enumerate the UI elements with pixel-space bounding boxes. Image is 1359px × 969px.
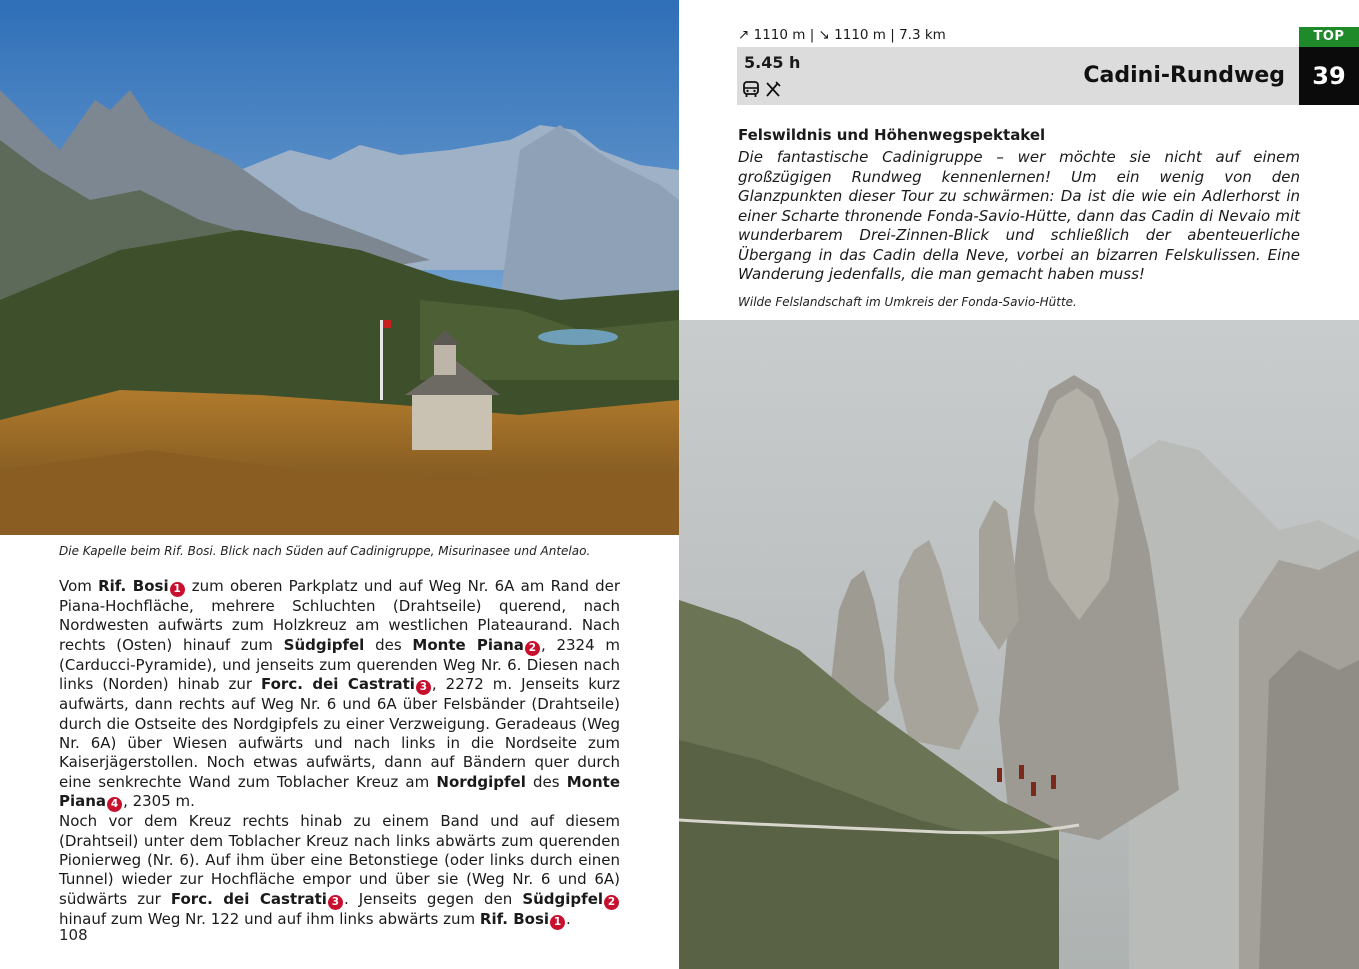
tour-title: Cadini-Rundweg xyxy=(1083,63,1285,88)
top-badge: TOP xyxy=(1299,27,1359,47)
text-run: Noch vor dem Kreuz rechts hinab zu einem Band und auf diesem (Drahtseil) unter dem Toblacher Kreuz nach links abwärts zum querenden Pionierweg (Nr. 6). Auf ihm über eine Betonstiege (oder links durch einen Tunnel) wieder zur Hochfläche empor und über sie (Weg Nr. 6 und 6A) südwärts zur xyxy=(59,812,620,908)
tour-number: 39 xyxy=(1299,47,1359,105)
waypoint-marker: 1 xyxy=(170,582,185,597)
text-run: Vom xyxy=(59,577,99,595)
waypoint-name: Forc. dei Castrati xyxy=(170,889,327,908)
page-number: 108 xyxy=(59,926,88,944)
bus-icon xyxy=(742,80,760,98)
tour-icons xyxy=(742,80,782,98)
waypoint-marker: 4 xyxy=(107,797,122,812)
waypoint-name: Südgipfel xyxy=(283,635,365,654)
waypoint-name: Rif. Bosi xyxy=(479,909,550,928)
waypoint-marker: 2 xyxy=(604,895,619,910)
text-run: zum oberen Parkplatz und auf Weg Nr. 6A am Rand der Piana-Hochfläche, mehrere Schluchten (Drahtseile) querend, nach Nordwesten aufwärts zum Holzkreuz am westlichen Plateaurand. Nach rechts (Osten) hinauf zum xyxy=(59,577,621,654)
waypoint-marker: 2 xyxy=(525,641,540,656)
waypoint-name: Rif. Bosi xyxy=(98,577,169,595)
tour-subtitle: Felswildnis und Höhenwegspektakel xyxy=(738,126,1046,144)
text-run: . Jenseits gegen den xyxy=(343,889,523,908)
waypoint-name: Monte Piana xyxy=(412,635,524,654)
right-page xyxy=(679,0,1359,969)
waypoint-name: Monte Piana xyxy=(59,772,620,811)
restaurant-icon xyxy=(764,80,782,98)
waypoint-marker: 3 xyxy=(328,895,343,910)
waypoint-name: Südgipfel xyxy=(522,889,604,908)
tour-stats: ↗ 1110 m | ↘ 1110 m | 7.3 km xyxy=(738,27,946,43)
text-run: . xyxy=(566,909,571,928)
waypoint-marker: 1 xyxy=(550,915,565,930)
left-page xyxy=(0,0,679,969)
text-run: , 2305 m. xyxy=(123,792,195,811)
route-description xyxy=(59,577,620,930)
tour-duration: 5.45 h xyxy=(744,53,801,72)
left-photo-caption: Die Kapelle beim Rif. Bosi. Blick nach Süden auf Cadinigruppe, Misurinasee und Antelao. xyxy=(59,544,591,558)
tour-intro: Die fantastische Cadinigruppe – wer möchte sie nicht auf einem großzügigen Rundweg kennenlernen! Um ein wenig von den Glanzpunkten dieser Tour zu schwärmen: Da ist die wie ein Adlerhorst in einer Scharte thronende Fonda-Savio-Hütte, dann das Cadin di Nevaio mit wunderbarem Drei-Zinnen-Blick und schließlich der abenteuerliche Übergang in das Cadin della Neve, vorbei an bizarren Felskulissen. Eine Wanderung jedenfalls, die man gemacht haben muss! xyxy=(738,148,1300,283)
text-run: des xyxy=(525,772,567,791)
chapel-mountain-photo xyxy=(0,0,679,535)
right-photo-caption: Wilde Felslandschaft im Umkreis der Fonda-Savio-Hütte. xyxy=(738,295,1077,309)
rock-landscape-photo xyxy=(679,320,1359,969)
text-run: , 2272 m. Jenseits kurz aufwärts, dann rechts auf Weg Nr. 6 und 6A über Felsbänder (Drahtseile) durch die Ostseite des Nordgipfels zu einer Verzweigung. Geradeaus (Weg Nr. 6A) über Wiesen aufwärts und nach links in die Nordseite zum Kaiserjägerstollen. Noch etwas aufwärts, dann auf Bändern quer durch eine senkrechte Wand zum Toblacher Kreuz am xyxy=(59,675,620,791)
waypoint-name: Nordgipfel xyxy=(436,772,526,791)
waypoint-name: Forc. dei Castrati xyxy=(260,675,415,694)
text-run: des xyxy=(364,635,413,654)
waypoint-marker: 3 xyxy=(416,680,431,695)
text-run: hinauf zum Weg Nr. 122 und auf ihm links abwärts zum xyxy=(59,909,480,928)
text-run: , 2324 m (Carducci-Pyramide), und jenseits zum querenden Weg Nr. 6. Diesen nach links (Norden) hinab zur xyxy=(59,635,620,694)
